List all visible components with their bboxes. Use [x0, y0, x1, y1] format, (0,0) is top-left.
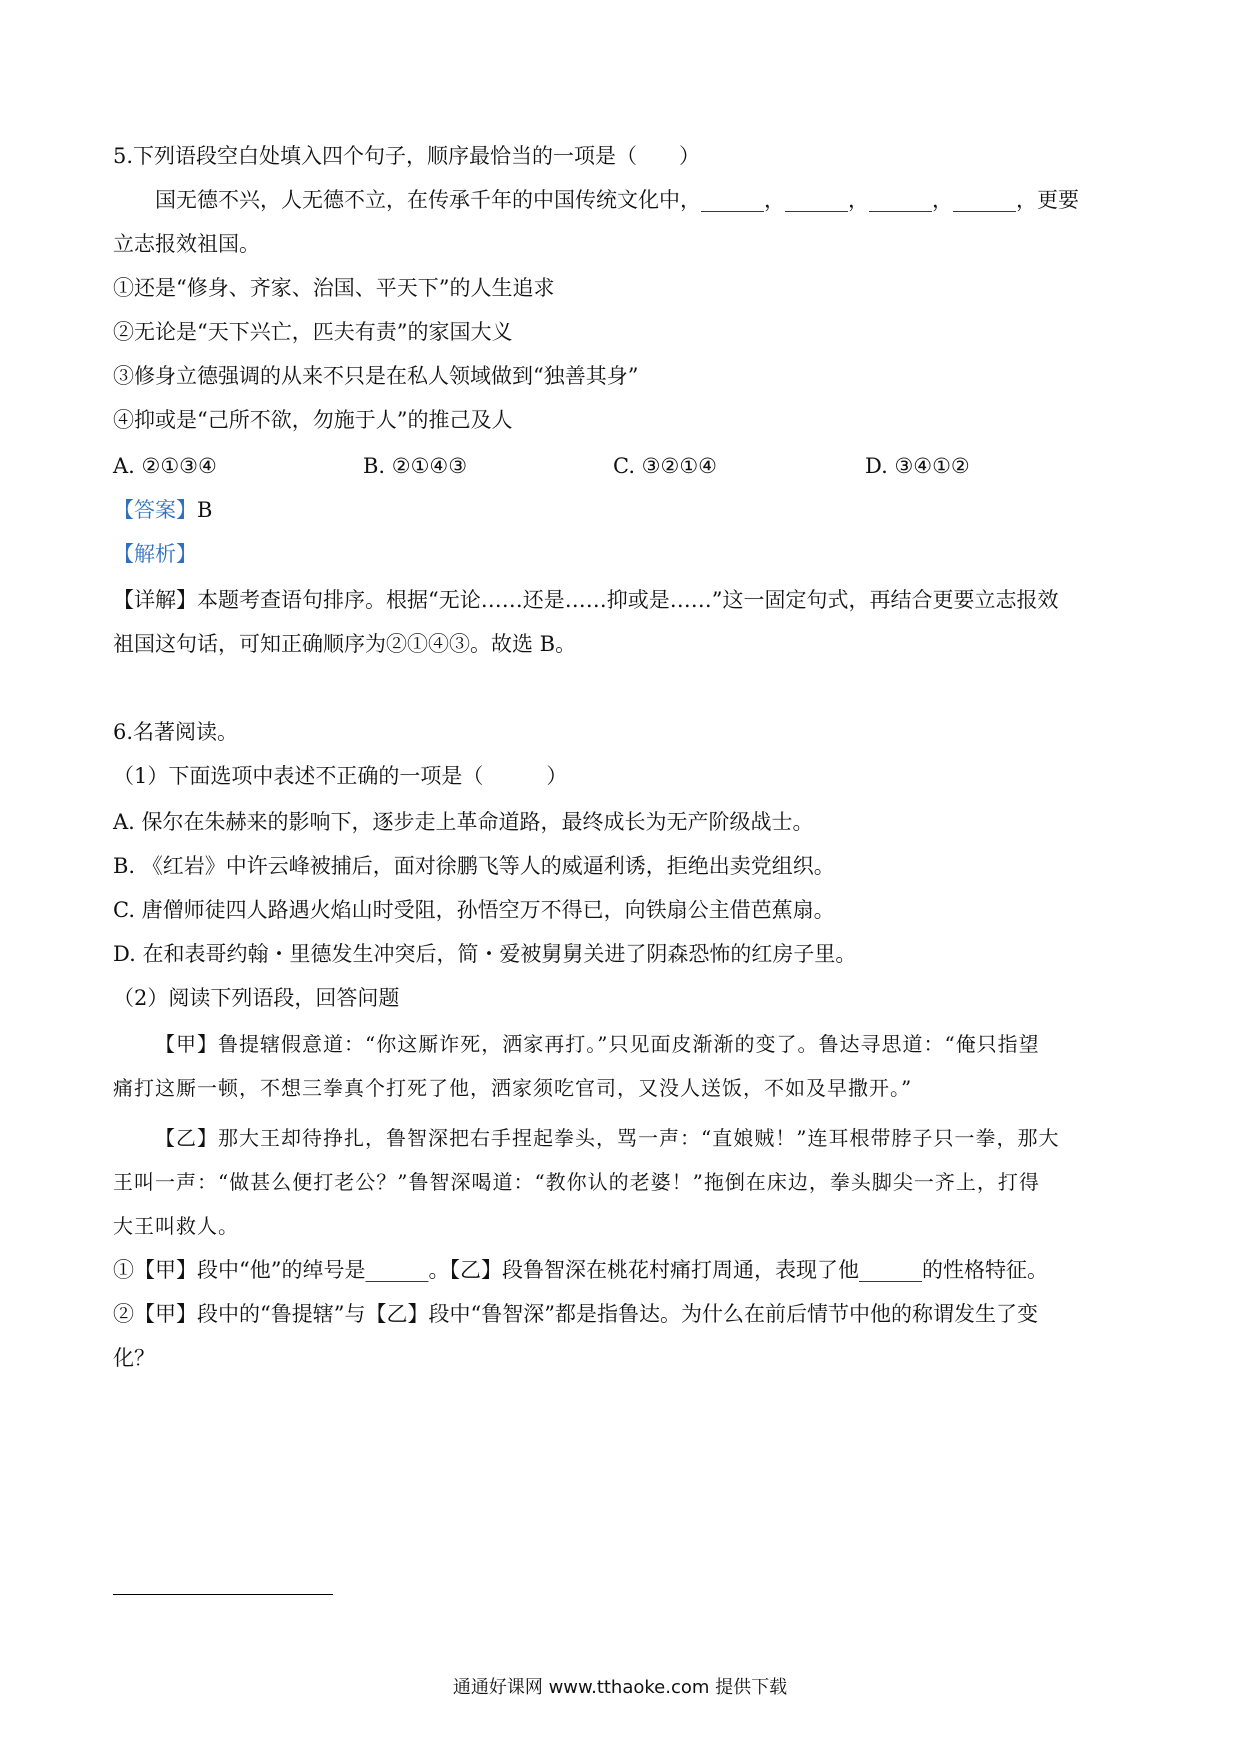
q5-option-a: A. ②①③④: [113, 454, 217, 478]
q6-sub2-stem: （2）阅读下列语段，回答问题: [113, 986, 400, 1010]
document-page: [113, 0, 1133, 1754]
passage-yi-line2: 王叫一声：“做甚么便打老公？”鲁智深喝道：“教你认的老婆！”拖倒在床边，拳头脚尖一齐上，打得: [113, 1170, 1040, 1194]
q5-item-2: ②无论是“天下兴亡，匹夫有责”的家国大义: [113, 320, 513, 344]
answer-value: B: [197, 498, 213, 522]
passage-yi-line3: 大王叫救人。: [113, 1214, 239, 1238]
passage-yi-line1: 【乙】那大王却待挣扎，鲁智深把右手捏起拳头，骂一声：“直娘贼！”连耳根带脖子只一拳，那大: [155, 1126, 1060, 1150]
q6-question-b-line2: 化？: [113, 1346, 155, 1370]
q5-answer: [113, 496, 212, 524]
q6-sub1-option-b: B. 《红岩》中许云峰被捕后，面对徐鹏飞等人的威逼利诱，拒绝出卖党组织。: [113, 854, 835, 878]
q6-question-b-line1: ②【甲】段中的“鲁提辖”与【乙】段中“鲁智深”都是指鲁达。为什么在前后情节中他的称谓发生了变: [113, 1302, 1038, 1326]
q6-question-a: ①【甲】段中“他”的绰号是______。【乙】段鲁智深在桃花村痛打周通，表现了他______的性格特征。: [113, 1258, 1048, 1282]
q5-option-b: B. ②①④③: [363, 454, 468, 478]
q5-option-c: C. ③②①④: [613, 454, 717, 478]
footnote-divider: [113, 1594, 333, 1595]
q6-stem: 6.名著阅读。: [113, 720, 239, 744]
q6-sub1-option-a: A. 保尔在朱赫来的影响下，逐步走上革命道路，最终成长为无产阶级战士。: [113, 810, 814, 834]
q5-passage-line2: 立志报效祖国。: [113, 232, 260, 256]
q5-item-3: ③修身立德强调的从来不只是在私人领域做到“独善其身”: [113, 364, 639, 388]
q5-option-d: D. ③④①②: [865, 454, 970, 478]
answer-label: 【答案】: [113, 498, 197, 522]
q5-detail-line2: 祖国这句话，可知正确顺序为②①④③。故选 B。: [113, 632, 577, 656]
q6-sub1-option-d: D. 在和表哥约翰・里德发生冲突后，简・爱被舅舅关进了阴森恐怖的红房子里。: [113, 942, 857, 966]
q6-sub1-option-c: C. 唐僧师徒四人路遇火焰山时受阻，孙悟空万不得已，向铁扇公主借芭蕉扇。: [113, 898, 835, 922]
q5-item-4: ④抑或是“己所不欲，勿施于人”的推己及人: [113, 408, 513, 432]
q5-passage-line1: 国无德不兴，人无德不立，在传承千年的中国传统文化中，______，______，______，______，更要: [155, 188, 1079, 212]
q5-analysis-label: 【解析】: [113, 542, 197, 566]
q5-stem: 5.下列语段空白处填入四个句子，顺序最恰当的一项是（ ）: [113, 144, 701, 168]
q5-item-1: ①还是“修身、齐家、治国、平天下”的人生追求: [113, 276, 555, 300]
passage-jia-line1: 【甲】鲁提辖假意道：“你这厮诈死，洒家再打。”只见面皮渐渐的变了。鲁达寻思道：“俺只指望: [155, 1032, 1040, 1056]
q6-sub1-stem: （1）下面选项中表述不正确的一项是（ ）: [113, 764, 568, 788]
passage-jia-line2: 痛打这厮一顿，不想三拳真个打死了他，洒家须吃官司，又没人送饭，不如及早撒开。”: [113, 1076, 913, 1100]
q5-detail-line1: 【详解】本题考查语句排序。根据“无论……还是……抑或是……”这一固定句式，再结合更要立志报效: [113, 588, 1059, 612]
page-footer: 通通好课网 www.tthaoke.com 提供下载: [452, 1677, 788, 1698]
